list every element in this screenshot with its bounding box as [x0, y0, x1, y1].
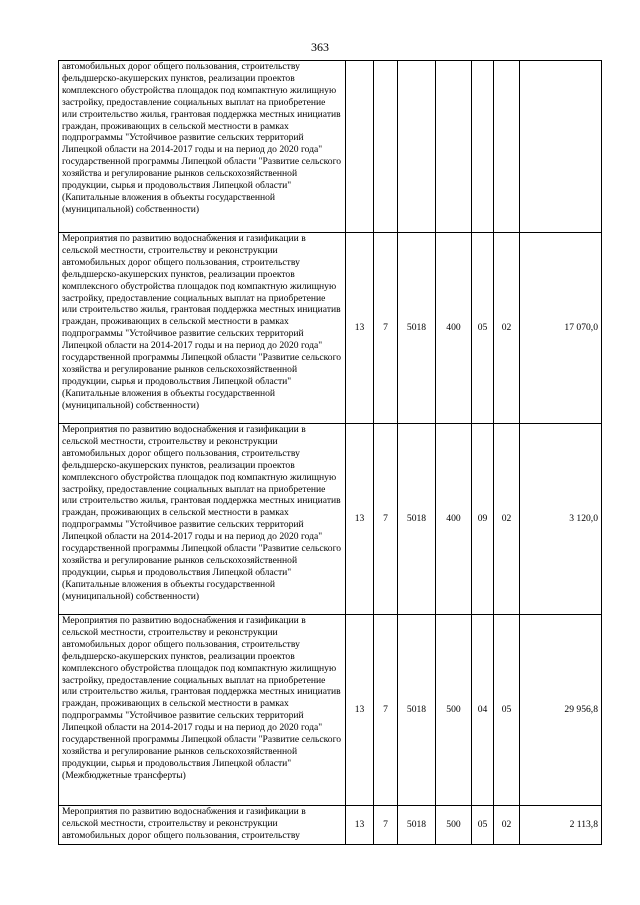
subsection-cell: 05 [494, 615, 520, 806]
section-cell: 09 [472, 424, 494, 615]
program-code-cell: 7 [374, 806, 398, 845]
amount-cell: 2 113,8 [520, 806, 602, 845]
row-description: Мероприятия по развитию водоснабжения и газификации в сельской местности, строительству и реконструкции автомобильных дорог общего пользования, строительству [59, 806, 346, 845]
row-description: Мероприятия по развитию водоснабжения и газификации в сельской местности, строительству и реконструкции автомобильных дорог общего пользования, строительству фельдшерско-акушерских пунктов, реализации проектов комплексного обустройства площадок под компактную жилищную застройку, предоставление социальных выплат на приобретение или строительство жилья, грантовая поддержка местных инициатив граждан, проживающих в сельской местности в рамках подпрограммы "Устойчивое развитие сельских территорий Липецкой области на 2014-2017 годы и на период до 2020 года" государственной программы Липецкой области "Развитие сельского хозяйства и регулирование рынков сельскохозяйственной продукции, сырья и продовольствия Липецкой области" (Межбюджетные трансферты) [59, 615, 346, 806]
program-code-cell: 7 [374, 615, 398, 806]
subsection-cell: 02 [494, 424, 520, 615]
target-article-cell [398, 61, 436, 233]
section-cell: 04 [472, 615, 494, 806]
subsection-cell: 02 [494, 806, 520, 845]
target-article-cell: 5018 [398, 233, 436, 424]
budget-table [58, 60, 602, 845]
amount-cell: 17 070,0 [520, 233, 602, 424]
amount-cell: 29 956,8 [520, 615, 602, 806]
ministry-code-cell [346, 61, 374, 233]
ministry-code-cell: 13 [346, 806, 374, 845]
expense-type-cell [436, 61, 472, 233]
program-code-cell [374, 61, 398, 233]
program-code-cell: 7 [374, 233, 398, 424]
section-cell: 05 [472, 233, 494, 424]
table-row [59, 424, 602, 615]
expense-type-cell: 400 [436, 233, 472, 424]
table-row [59, 806, 602, 845]
expense-type-cell: 500 [436, 806, 472, 845]
program-code-cell: 7 [374, 424, 398, 615]
table-row [59, 233, 602, 424]
ministry-code-cell: 13 [346, 424, 374, 615]
amount-cell [520, 61, 602, 233]
table-row [59, 615, 602, 806]
ministry-code-cell: 13 [346, 615, 374, 806]
section-cell: 05 [472, 806, 494, 845]
target-article-cell: 5018 [398, 615, 436, 806]
table-row [59, 61, 602, 233]
row-description: Мероприятия по развитию водоснабжения и газификации в сельской местности, строительству и реконструкции автомобильных дорог общего пользования, строительству фельдшерско-акушерских пунктов, реализации проектов комплексного обустройства площадок под компактную жилищную застройку, предоставление социальных выплат на приобретение или строительство жилья, грантовая поддержка местных инициатив граждан, проживающих в сельской местности в рамках подпрограммы "Устойчивое развитие сельских территорий Липецкой области на 2014-2017 годы и на период до 2020 года" государственной программы Липецкой области "Развитие сельского хозяйства и регулирование рынков сельскохозяйственной продукции, сырья и продовольствия Липецкой области" (Капитальные вложения в объекты государственной (муниципальной) собственности) [59, 424, 346, 615]
row-description: автомобильных дорог общего пользования, строительству фельдшерско-акушерских пунктов, реализации проектов комплексного обустройства площадок под компактную жилищную застройку, предоставление социальных выплат на приобретение или строительство жилья, грантовая поддержка местных инициатив граждан, проживающих в сельской местности в рамках подпрограммы "Устойчивое развитие сельских территорий Липецкой области на 2014-2017 годы и на период до 2020 года" государственной программы Липецкой области "Развитие сельского хозяйства и регулирование рынков сельскохозяйственной продукции, сырья и продовольствия Липецкой области" (Капитальные вложения в объекты государственной (муниципальной) собственности) [59, 61, 346, 233]
expense-type-cell: 500 [436, 615, 472, 806]
section-cell [472, 61, 494, 233]
row-description: Мероприятия по развитию водоснабжения и газификации в сельской местности, строительству и реконструкции автомобильных дорог общего пользования, строительству фельдшерско-акушерских пунктов, реализации проектов комплексного обустройства площадок под компактную жилищную застройку, предоставление социальных выплат на приобретение или строительство жилья, грантовая поддержка местных инициатив граждан, проживающих в сельской местности в рамках подпрограммы "Устойчивое развитие сельских территорий Липецкой области на 2014-2017 годы и на период до 2020 года" государственной программы Липецкой области "Развитие сельского хозяйства и регулирование рынков сельскохозяйственной продукции, сырья и продовольствия Липецкой области" (Капитальные вложения в объекты государственной (муниципальной) собственности) [59, 233, 346, 424]
target-article-cell: 5018 [398, 424, 436, 615]
subsection-cell [494, 61, 520, 233]
page-number: 363 [311, 40, 329, 54]
ministry-code-cell: 13 [346, 233, 374, 424]
amount-cell: 3 120,0 [520, 424, 602, 615]
target-article-cell: 5018 [398, 806, 436, 845]
subsection-cell: 02 [494, 233, 520, 424]
expense-type-cell: 400 [436, 424, 472, 615]
